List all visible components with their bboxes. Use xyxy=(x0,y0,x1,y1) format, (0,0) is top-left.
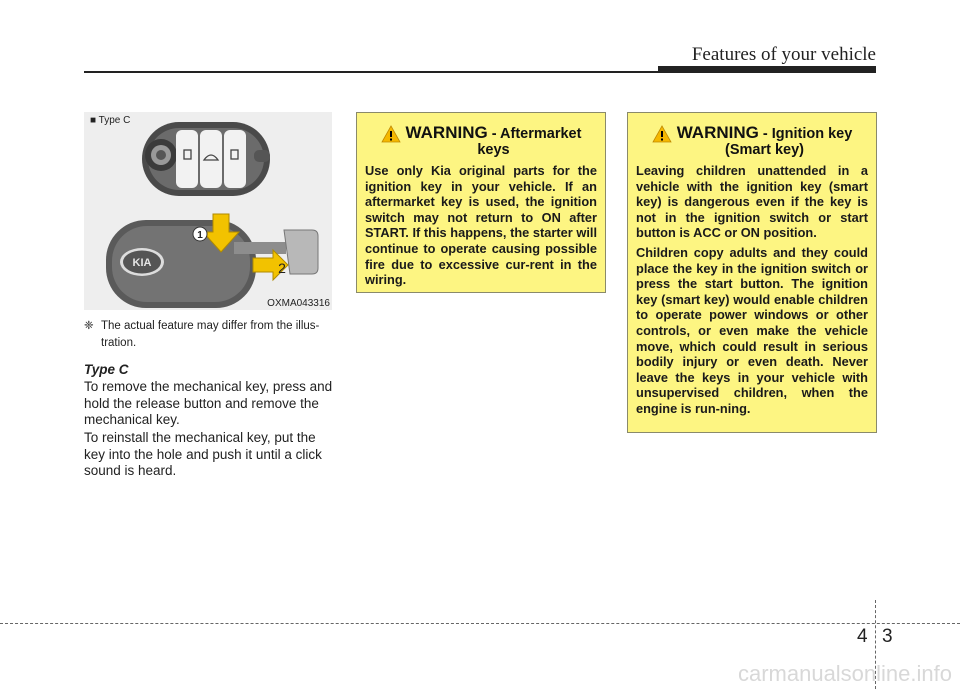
footer-rule xyxy=(0,623,960,624)
warning-subtitle-line2: keys xyxy=(477,142,510,158)
mechanical-key-blade xyxy=(234,242,286,254)
note-symbol-icon: ❈ xyxy=(84,320,94,332)
figure-note xyxy=(84,318,336,352)
header-rule xyxy=(84,71,876,73)
warning-label: WARNING xyxy=(676,123,759,142)
warning-subtitle-line2: (Smart key) xyxy=(725,142,804,158)
paragraph-reinstall-key: To reinstall the mechanical key, put the key into the hole and push it until a click sound is heard. xyxy=(84,430,322,478)
warning-text: Children copy adults and they could place the key in the ignition switch or press the start button. The ignition key (smart key) would enable children to operate power windows or other controls, or even make the vehicle move, which could result in serious bodily injury or even death. Never leave the keys in your vehicle with unsupervised children, when the engine is run-ning. xyxy=(636,244,868,416)
page-number: 3 xyxy=(882,626,893,647)
warning-subtitle: - Aftermarket xyxy=(491,126,582,142)
callout-2: 2 xyxy=(278,260,286,276)
warning-title xyxy=(365,113,597,158)
warning-triangle-icon xyxy=(381,125,401,143)
section-heading: Type C xyxy=(84,362,129,377)
trunk-button xyxy=(200,130,222,188)
warning-text: Use only Kia original parts for the ignition key in your vehicle. If an aftermarket key is used, the ignition switch may not return to ON after START. If this happens, the starter will continue to operate causing possible fire due to excessive cur-rent in the wiring. xyxy=(365,163,597,288)
kia-logo: KIA xyxy=(132,257,152,269)
figure-code: OXMA043316 xyxy=(267,298,330,309)
warning-title xyxy=(636,113,868,158)
chapter-number: 4 xyxy=(857,626,868,647)
warning-subtitle: - Ignition key xyxy=(762,126,853,142)
warning-triangle-icon xyxy=(652,125,672,143)
page-header-title: Features of your vehicle xyxy=(691,44,876,65)
smart-key-illustration xyxy=(84,112,332,310)
warning-label: WARNING xyxy=(405,123,488,142)
paragraph-remove-key: To remove the mechanical key, press and hold the release button and remove the mechanical key. xyxy=(84,379,333,427)
warning-box-aftermarket-keys xyxy=(356,112,606,293)
figure-type-label: ■ Type C xyxy=(90,115,131,126)
note-text: The actual feature may differ from the illus-tration. xyxy=(101,320,320,349)
warning-text: Leaving children unattended in a vehicle with the ignition key (smart key) is dangerous even if the key is not in the ignition switch or start button is ACC or ON position. xyxy=(636,163,868,241)
key-figure xyxy=(84,112,332,310)
watermark: carmanualsonline.info xyxy=(737,661,952,686)
callout-1: 1 xyxy=(197,230,203,241)
warning-box-ignition-key xyxy=(627,112,877,433)
